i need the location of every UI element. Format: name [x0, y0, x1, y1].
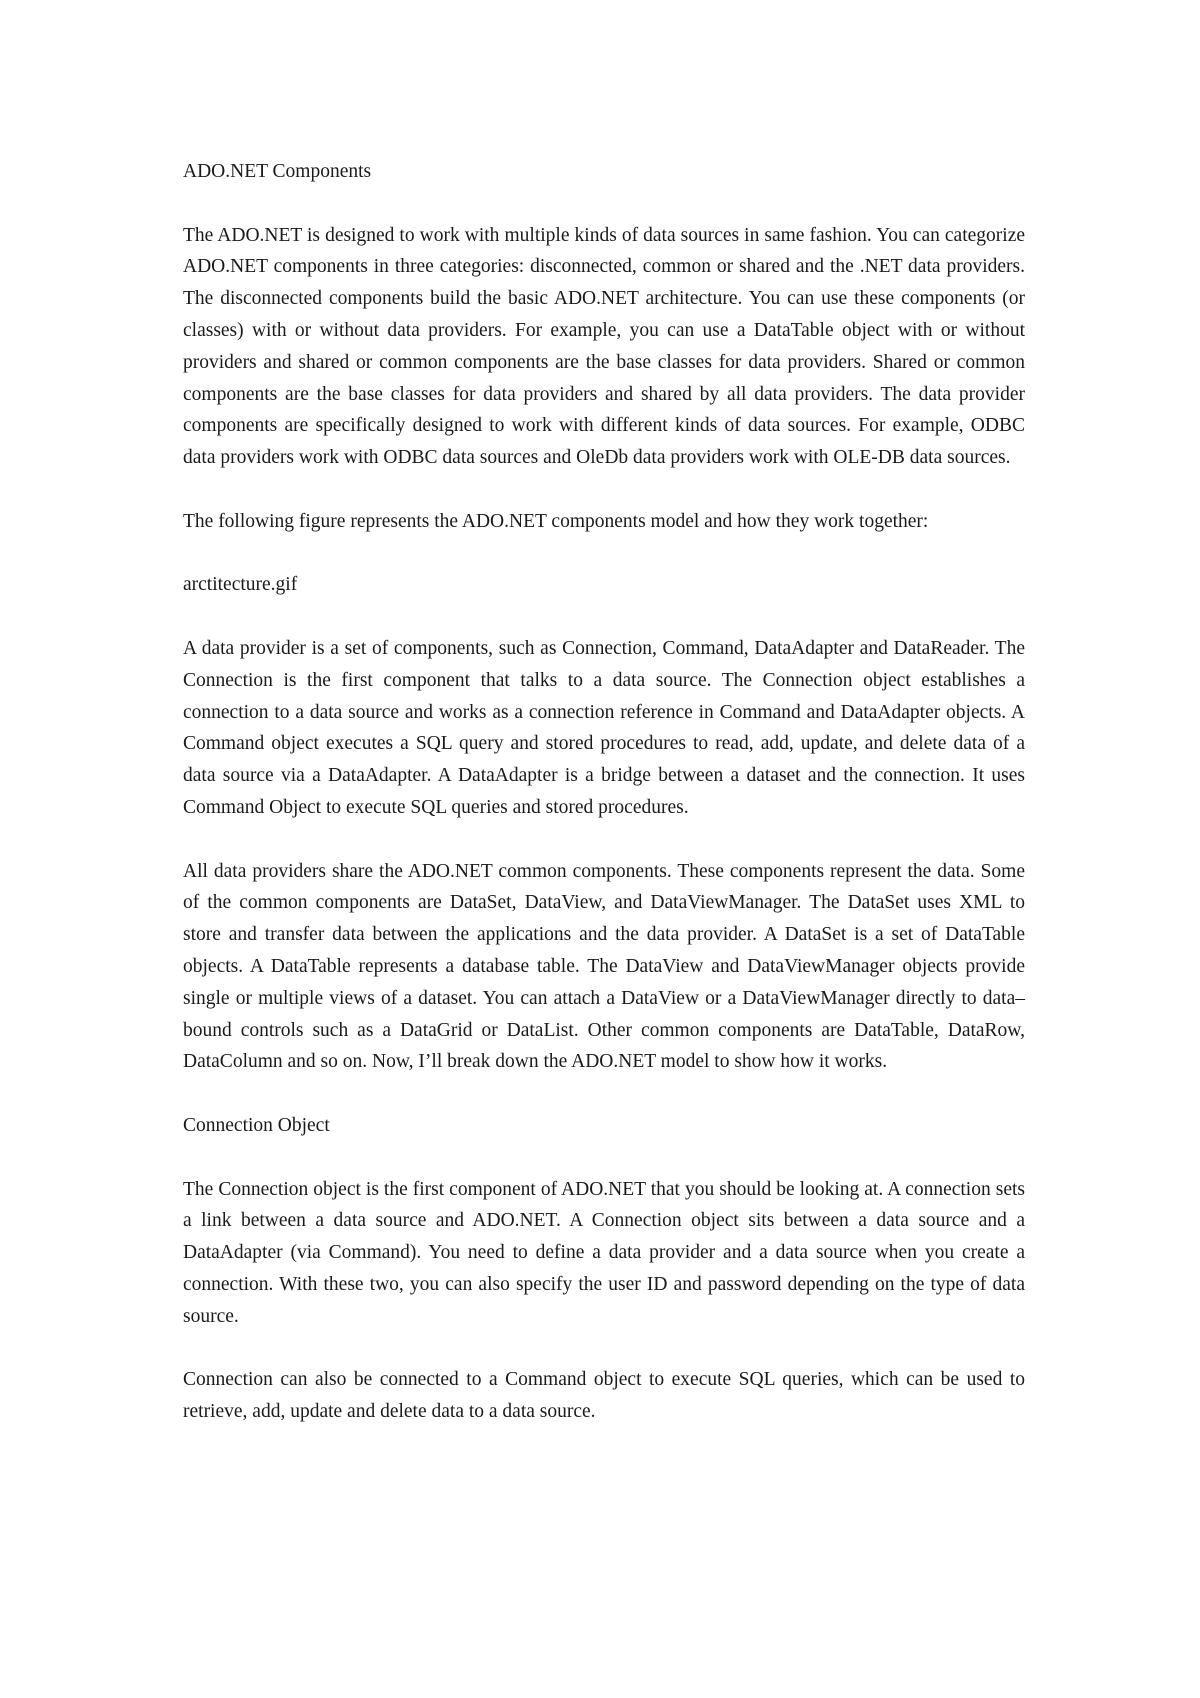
spacer — [183, 1142, 1025, 1174]
data-provider-paragraph: A data provider is a set of components, such as Connection, Command, DataAdapter and DataReader. The Connection is the first component that talks to a data source. The Connection object establishes a connection to a data source and works as a connection reference in Command and DataAdapter objects. A Command object executes a SQL query and stored procedures to read, add, update, and delete data of a data source via a DataAdapter. A DataAdapter is a bridge between a dataset and the connection. It uses Command Object to execute SQL queries and stored procedures. — [183, 637, 1025, 818]
intro-paragraph: The ADO.NET is designed to work with multiple kinds of data sources in same fashion. You can categorize ADO.NET components in three categories: disconnected, common or shared and the .NET data providers. The disconnected components build the basic ADO.NET architecture. You can use these components (or classes) with or without data providers. For example, you can use a DataTable object with or without providers and shared or common components are the base classes for data providers. Shared or common components are the base classes for data providers and shared by all data providers. The data provider components are specifically designed to work with different kinds of data sources. For example, ODBC data providers work with ODBC data sources and OleDb data providers work with OLE-DB data sources. — [183, 224, 1025, 469]
spacer — [183, 1078, 1025, 1110]
spacer — [183, 538, 1025, 570]
connection-paragraph-1: The Connection object is the first component of ADO.NET that you should be looking at. A connection sets a link between a data source and ADO.NET. A Connection object sits between a data source and a DataAdapter (via Command). You need to define a data provider and a data source when you create a connection. With these two, you can also specify the user ID and password depending on the type of data source. — [183, 1178, 1025, 1327]
common-components-paragraph: All data providers share the ADO.NET common components. These components represent the data. Some of the common components are DataSet, DataView, and DataViewManager. The DataSet uses XML to store and transfer data between the applications and the data provider. A DataSet is a set of DataTable objects. A DataTable represents a database table. The DataView and DataViewManager objects provide single or multiple views of a dataset. You can attach a DataView or a DataViewManager directly to data–bound controls such as a DataGrid or DataList. Other common components are DataTable, DataRow, DataColumn and so on. Now, I’ll break down the ADO.NET model to show how it works. — [183, 860, 1025, 1073]
document-page — [183, 156, 1025, 1428]
spacer — [183, 1332, 1025, 1364]
spacer — [183, 601, 1025, 633]
connection-heading: Connection Object — [183, 1114, 330, 1136]
spacer — [183, 474, 1025, 506]
spacer — [183, 824, 1025, 856]
figure-filename: arctitecture.gif — [183, 574, 298, 596]
connection-paragraph-2: Connection can also be connected to a Command object to execute SQL queries, which can be used to retrieve, add, update and delete data to a data source. — [183, 1369, 1025, 1423]
figure-intro-text: The following figure represents the ADO.NET components model and how they work together: — [183, 510, 929, 532]
spacer — [183, 188, 1025, 220]
document-title: ADO.NET Components — [183, 161, 372, 182]
